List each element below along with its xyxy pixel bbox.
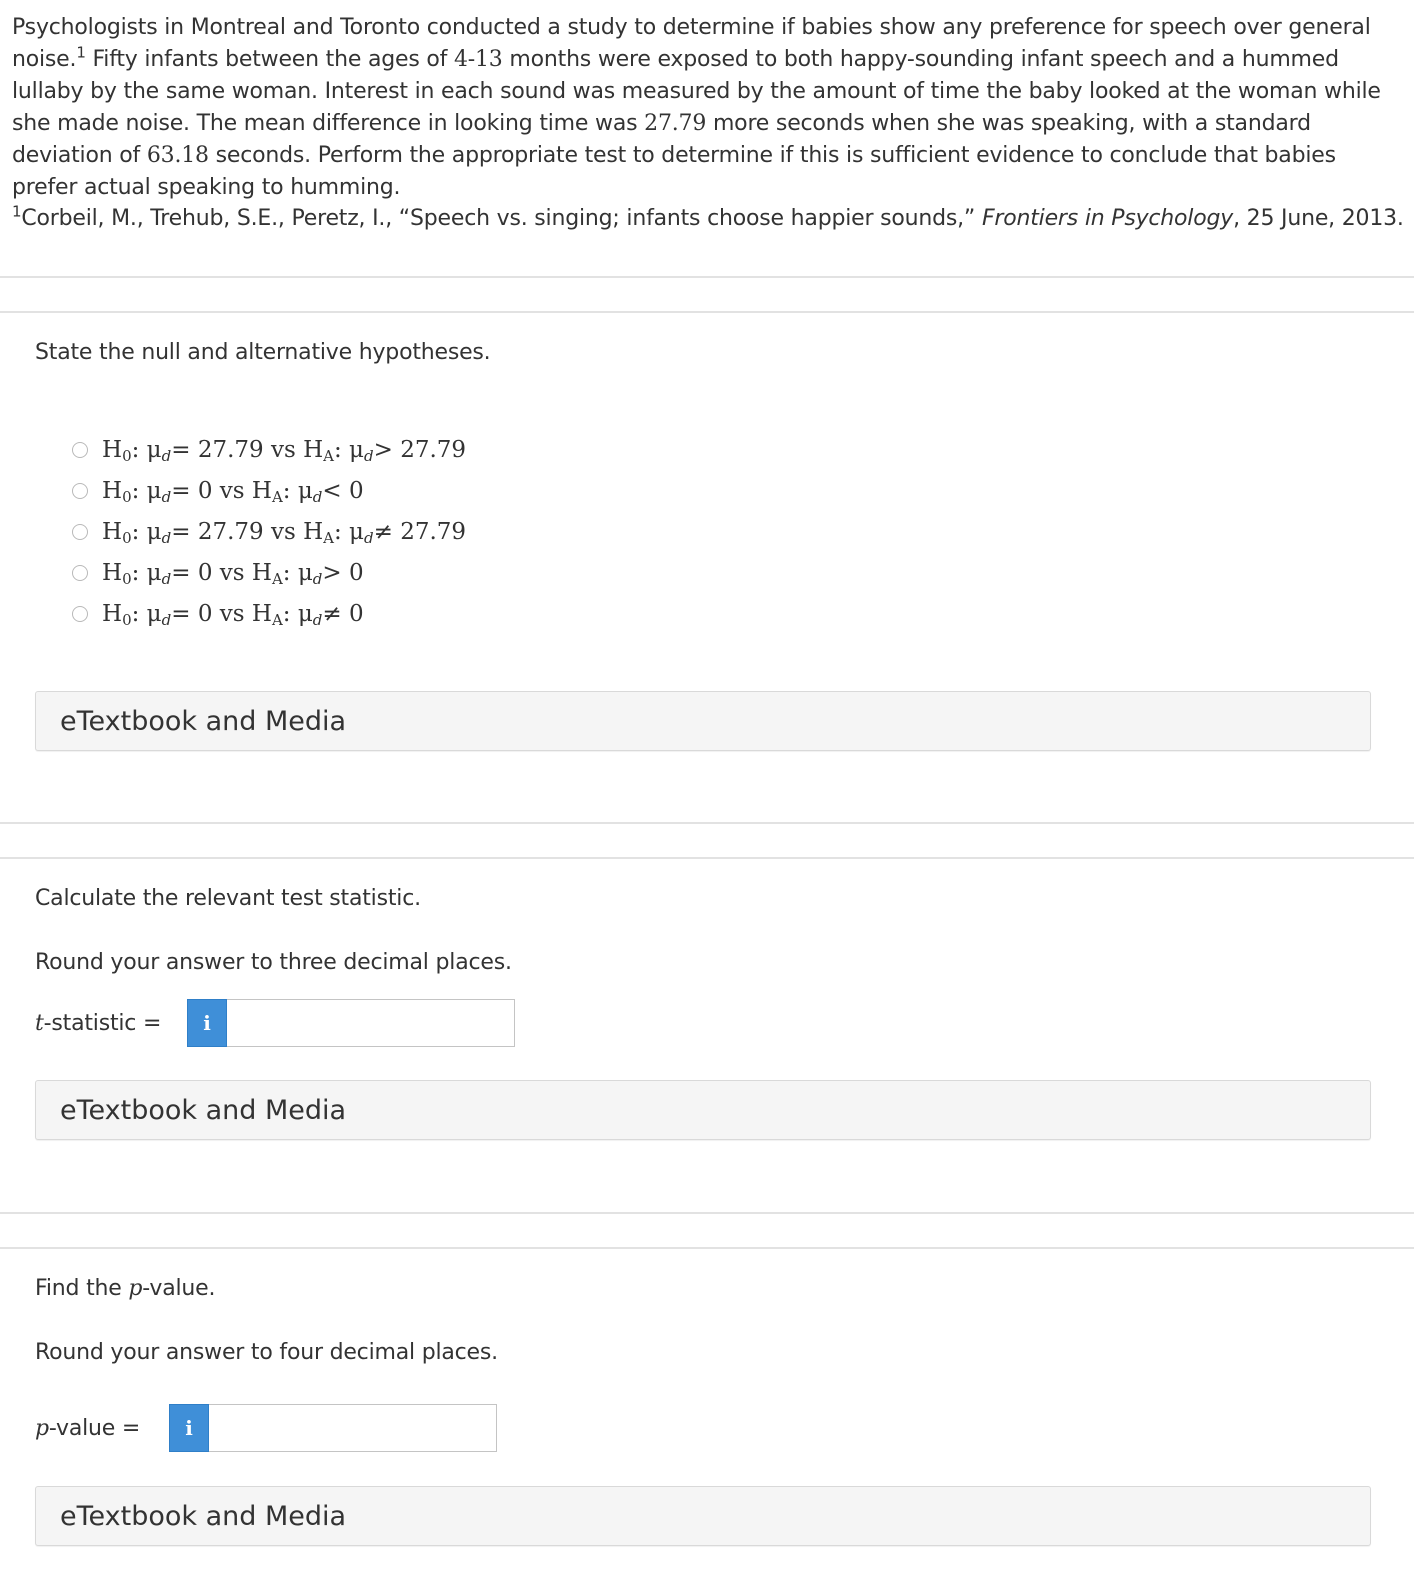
h0-subscript: 0: [122, 528, 132, 547]
mu-subscript: d: [312, 569, 323, 588]
footnote-text: Corbeil, M., Trehub, S.E., Peretz, I., “Speech vs. singing; infants choose happier sounds,”: [21, 206, 982, 231]
age-range: 4-13: [453, 47, 503, 72]
footnote: [12, 203, 1404, 235]
footnote-ref: 1: [76, 43, 86, 62]
info-icon[interactable]: i: [187, 999, 227, 1047]
mean-difference: 27.79: [644, 111, 707, 136]
mu-subscript: d: [312, 487, 323, 506]
ha-subscript: A: [271, 569, 283, 588]
etextbook-media-button[interactable]: eTextbook and Media: [35, 691, 1371, 751]
mu-subscript: d: [161, 487, 172, 506]
standard-deviation: 63.18: [146, 143, 209, 168]
h0-subscript: 0: [122, 569, 132, 588]
q2-rounding-note: Round your answer to three decimal places.: [35, 950, 512, 975]
problem-statement: [12, 12, 1404, 204]
hypotheses-options: [72, 429, 466, 634]
alt-relation: > 0: [322, 559, 364, 586]
mu-symbol: : μ: [333, 518, 364, 545]
etextbook-media-button[interactable]: eTextbook and Media: [35, 1486, 1371, 1546]
intro-sentence-1: Psychologists in Montreal and Toronto conducted a study to determine if babies show any preference for speech over general noise.: [12, 15, 1371, 72]
h0-symbol: H: [102, 559, 123, 586]
h0-symbol: H: [102, 477, 123, 504]
t-statistic-input[interactable]: [227, 999, 515, 1047]
intro-text-c: more seconds when she was speaking, with a standard deviation of: [12, 111, 1311, 168]
divider: [0, 311, 1414, 313]
null-relation: = 27.79 vs H: [171, 518, 324, 545]
mu-symbol: : μ: [131, 600, 162, 627]
mu-symbol: : μ: [333, 436, 364, 463]
footnote-date: , 25 June, 2013.: [1233, 206, 1404, 231]
hypothesis-option[interactable]: [72, 552, 466, 593]
divider: [0, 822, 1414, 824]
mu-subscript: d: [161, 569, 172, 588]
mu-subscript: d: [161, 528, 172, 547]
divider: [0, 1212, 1414, 1214]
p-value-row: [35, 1404, 497, 1452]
divider: [0, 857, 1414, 859]
h0-symbol: H: [102, 600, 123, 627]
q3-prompt-b: -value.: [142, 1276, 216, 1301]
alt-relation: < 0: [322, 477, 364, 504]
divider: [0, 1247, 1414, 1249]
q2-prompt: Calculate the relevant test statistic.: [35, 886, 421, 911]
alt-relation: > 27.79: [373, 436, 467, 463]
q3-rounding-note: Round your answer to four decimal places.: [35, 1340, 498, 1365]
null-relation: = 27.79 vs H: [171, 436, 324, 463]
mu-subscript: d: [161, 446, 172, 465]
hypothesis-option[interactable]: [72, 470, 466, 511]
mu-symbol: : μ: [131, 559, 162, 586]
p-label-text: -value =: [48, 1415, 141, 1441]
h0-subscript: 0: [122, 610, 132, 629]
hypothesis-option[interactable]: [72, 511, 466, 552]
mu-symbol: : μ: [131, 477, 162, 504]
h0-subscript: 0: [122, 487, 132, 506]
mu-subscript: d: [312, 610, 323, 629]
info-icon[interactable]: i: [169, 1404, 209, 1452]
t-statistic-row: [35, 999, 515, 1047]
q3-prompt-a: Find the: [35, 1276, 129, 1301]
intro-text-b: months were exposed to both happy-sounding infant speech and a hummed lullaby by the same woman. Interest in each sound was measured by the amount of time the baby looked at the woman while she made noise. The mean difference in looking time was: [12, 47, 1381, 136]
h0-symbol: H: [102, 518, 123, 545]
intro-text-d: seconds. Perform the appropriate test to determine if this is sufficient evidence to conclude that babies prefer actual speaking to humming.: [12, 143, 1336, 200]
mu-subscript: d: [364, 446, 374, 465]
intro-text-a: Fifty infants between the ages of: [92, 47, 454, 72]
mu-symbol: : μ: [131, 436, 162, 463]
t-label-text: -statistic =: [43, 1010, 162, 1036]
mu-subscript: d: [161, 610, 172, 629]
hypothesis-option[interactable]: [72, 429, 466, 470]
null-relation: = 0 vs H: [171, 600, 272, 627]
t-variable: t: [35, 1010, 44, 1036]
p-value-input[interactable]: [209, 1404, 497, 1452]
p-variable: p: [128, 1276, 143, 1301]
alt-relation: ≠ 0: [322, 600, 364, 627]
etextbook-media-button[interactable]: eTextbook and Media: [35, 1080, 1371, 1140]
divider: [0, 276, 1414, 278]
q1-prompt: State the null and alternative hypotheses.: [35, 340, 491, 365]
footnote-marker: 1: [12, 202, 22, 221]
mu-symbol: : μ: [282, 477, 313, 504]
footnote-journal: Frontiers in Psychology: [981, 206, 1234, 231]
h0-subscript: 0: [122, 446, 132, 465]
alt-relation: ≠ 27.79: [373, 518, 467, 545]
t-statistic-label: [35, 1011, 187, 1036]
mu-symbol: : μ: [131, 518, 162, 545]
radio-button[interactable]: [72, 606, 88, 622]
radio-button[interactable]: [72, 524, 88, 540]
hypothesis-option[interactable]: [72, 593, 466, 634]
h0-symbol: H: [102, 436, 123, 463]
null-relation: = 0 vs H: [171, 477, 272, 504]
p-value-label: [35, 1416, 169, 1441]
ha-subscript: A: [323, 446, 334, 465]
radio-button[interactable]: [72, 565, 88, 581]
mu-subscript: d: [364, 528, 374, 547]
radio-button[interactable]: [72, 442, 88, 458]
null-relation: = 0 vs H: [171, 559, 272, 586]
ha-subscript: A: [271, 487, 283, 506]
mu-symbol: : μ: [282, 559, 313, 586]
radio-button[interactable]: [72, 483, 88, 499]
p-variable: p: [35, 1415, 49, 1441]
q3-prompt: [35, 1274, 215, 1304]
mu-symbol: : μ: [282, 600, 313, 627]
ha-subscript: A: [323, 528, 334, 547]
ha-subscript: A: [271, 610, 283, 629]
